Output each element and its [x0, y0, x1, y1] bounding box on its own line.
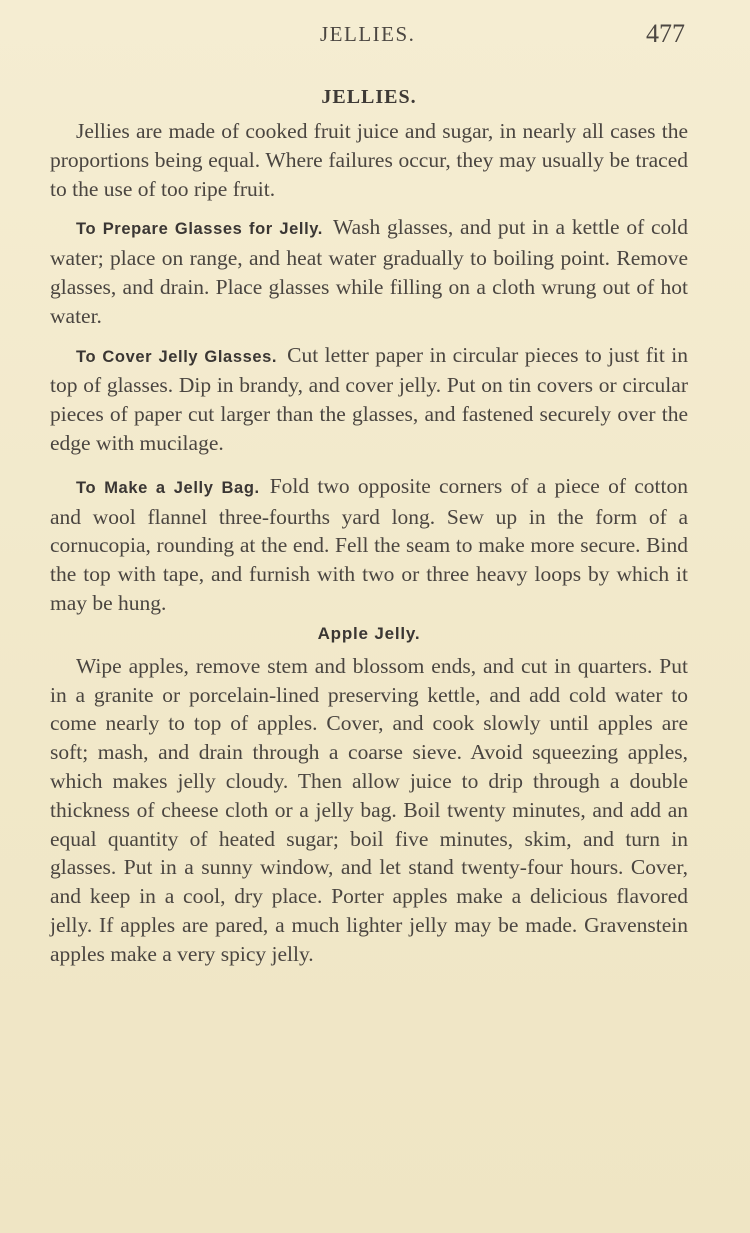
prepare-glasses-paragraph: [50, 213, 688, 330]
running-head-title: JELLIES.: [320, 22, 416, 46]
jelly-bag-text: Fold two opposite corners of a piece of cotton and wool flannel three-fourths yard long. Sew up in the form of a cornucopia, rounding at the end. Fell the seam to make more secure. Bind the top with tape, and furnish with two or three heavy loops by which it may be hung.: [50, 473, 688, 615]
running-head: [0, 19, 750, 52]
section-title: JELLIES.: [321, 86, 417, 108]
jelly-bag-heading: To Make a Jelly Bag.: [76, 478, 260, 497]
cover-glasses-heading: To Cover Jelly Glasses.: [76, 347, 278, 366]
prepare-glasses-heading: To Prepare Glasses for Jelly.: [76, 220, 323, 239]
recipe-title: Apple Jelly.: [317, 623, 421, 643]
cover-glasses-paragraph: [50, 341, 688, 458]
cover-glasses-text: Cut letter paper in circular pieces to just fit in top of glasses. Dip in brandy, and cover jelly. Put on tin covers or circular pieces of paper cut larger than the glasses, and fastened securely over the edge with mucilage.: [50, 342, 688, 455]
prepare-glasses-text: Wash glasses, and put in a kettle of cold water; place on range, and heat water gradually to boiling point. Remove glasses, and drain. Place glasses while filling on a cloth wrung out of hot water.: [50, 215, 688, 328]
intro-paragraph: Jellies are made of cooked fruit juice and sugar, in nearly all cases the proportions being equal. Where failures occur, they may usually be traced to the use of too ripe fruit.: [50, 119, 688, 201]
page-content: [50, 86, 688, 969]
jelly-bag-paragraph: [50, 472, 688, 618]
page-number: 477: [646, 19, 685, 48]
recipe-paragraph: Wipe apples, remove stem and blossom ends, and cut in quarters. Put in a granite or porcelain-lined preserving kettle, and add cold water to come nearly to top of apples. Cover, and cook slowly until apples are soft; mash, and drain through a coarse sieve. Avoid squeezing apples, which makes jelly cloudy. Then allow juice to drip through a double thickness of cheese cloth or a jelly bag. Boil twenty minutes, and add an equal quantity of heated sugar; boil five minutes, skim, and turn in glasses. Put in a sunny window, and let stand twenty-four hours. Cover, and keep in a cool, dry place. Porter apples make a delicious flavored jelly. If apples are pared, a much lighter jelly may be made. Gravenstein apples make a very spicy jelly.: [50, 653, 688, 966]
